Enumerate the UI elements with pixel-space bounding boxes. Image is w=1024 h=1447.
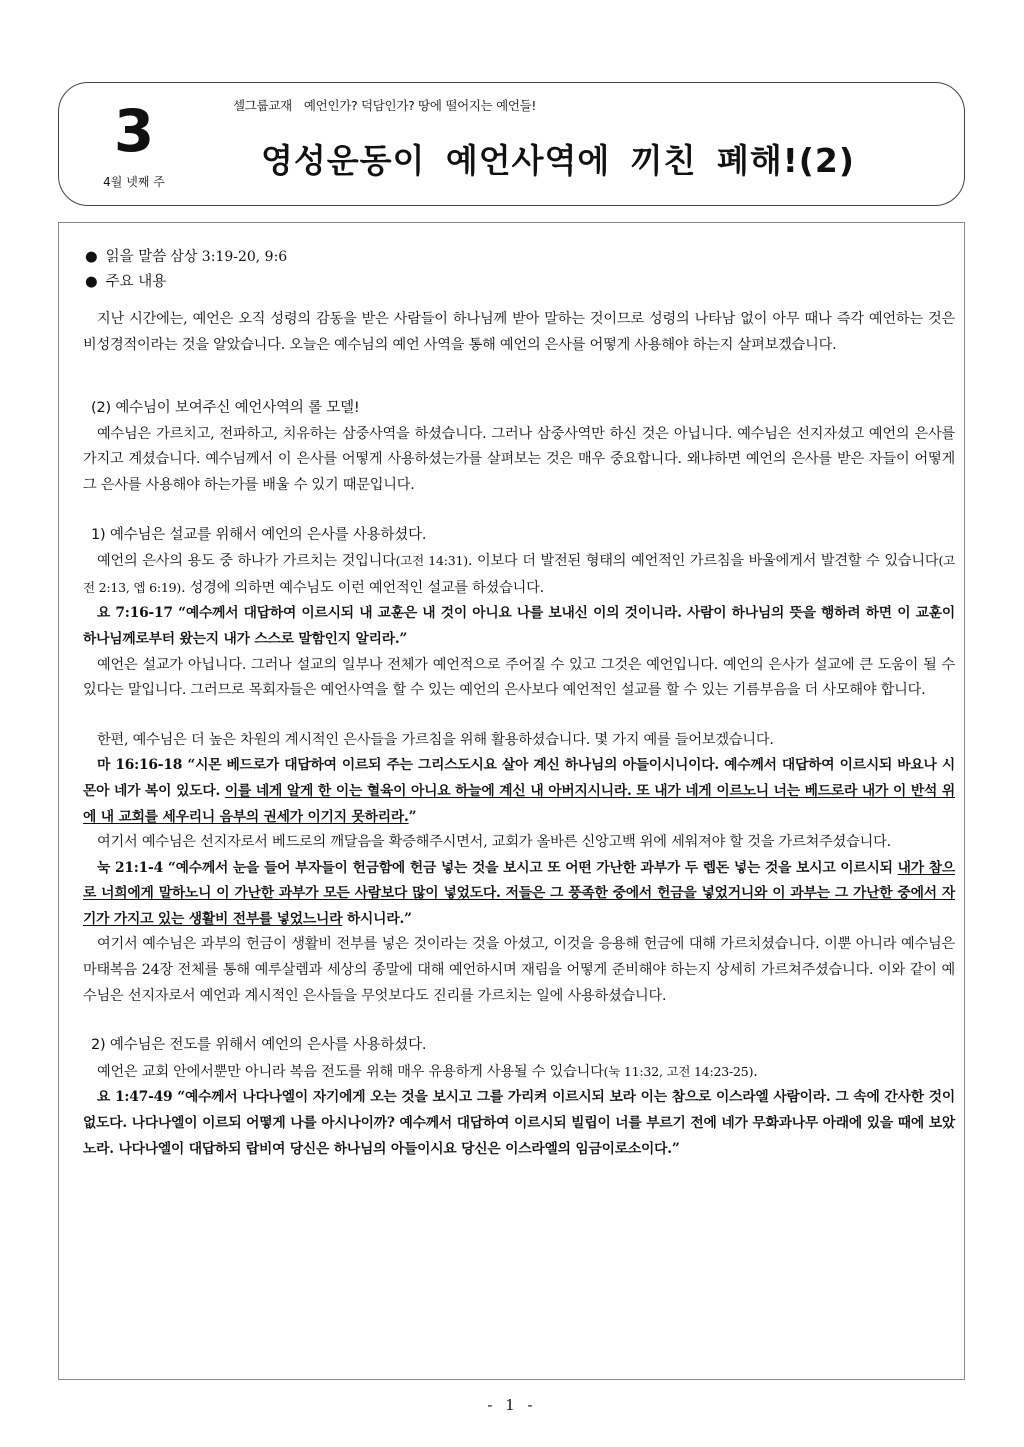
page-number: - 1 -: [487, 1396, 537, 1414]
series-title: 예언인가? 덕담인가? 땅에 떨어지는 예언들!: [303, 98, 537, 113]
point1-paragraph: 예언은 설교가 아닙니다. 그러나 설교의 일부나 전체가 예언적으로 주어질 수 있고 그것은 예언입니다. 예언의 은사가 설교에 큰 도움이 될 수 있다는 말입니다. 그러므로 목회자들은 예언사역을 할 수 있는 예언의 은사보다 예언적인 설교를 할 수 있는 기름부음을 더 사모해야 합니다.: [83, 656, 955, 699]
section-heading: (2) 예수님이 보여주신 예언사역의 롤 모델!: [91, 400, 360, 417]
point2-heading: 2) 예수님은 전도를 위해서 예언의 은사를 사용하셨다.: [91, 1037, 427, 1054]
scripture-ref: (눅 11:32, 고전 14:23-25): [603, 1063, 754, 1079]
content-line: [85, 270, 955, 295]
verse-quote: 요 7:16-17 “예수께서 대답하여 이르시되 내 교훈은 내 것이 아니요 나를 보내신 이의 것이니라. 사람이 하나님의 뜻을 행하려 하면 이 교훈이 하나님께로부터 왔는지 내가 스스로 말함인지 알리라.”: [83, 605, 955, 647]
reading-line: [85, 245, 955, 270]
reading-label: 읽을 말씀: [105, 249, 167, 265]
point1-paragraph: 예언의 은사의 용도 중 하나가 가르치는 것입니다(고전 14:31). 이보다 더 발전된 형태의 예언적인 가르침을 바울에게서 발견할 수 있습니다(고전 2:13, 엡 6:19). 성경에 의하면 예수님도 이런 예언적인 설교를 하셨습니다.: [83, 553, 955, 596]
bullet-icon: ●: [85, 249, 98, 265]
verse-ref: 요 1:47-49: [97, 1089, 173, 1106]
series-subtitle: [233, 96, 536, 114]
point1-heading: 1) 예수님은 설교를 위해서 예언의 은사를 사용하셨다.: [91, 526, 427, 543]
content-label: 주요 내용: [105, 274, 167, 290]
verse-ref: 요 7:16-17: [97, 605, 173, 622]
page-title: 영성운동이 예언사역에 끼친 폐해!(2): [261, 141, 855, 180]
week-label: 4월 넷째 주: [103, 175, 165, 189]
verse-ref: 마 16:16-18: [97, 757, 183, 774]
verse-ref: 눅 21:1-4: [97, 859, 163, 876]
scripture-ref: (고전 2:13, 엡 6:19): [83, 553, 955, 595]
verse-quote: 요 1:47-49 “예수께서 나다나엘이 자기에게 오는 것을 보시고 그를 가리켜 이르시되 보라 이는 참으로 이스라엘 사람이라. 그 속에 간사한 것이 없도다. 나다나엘이 이르되 어떻게 나를 아시나이까? 예수께서 대답하여 이르시되 빌립이 너를 부르기 전에 네가 무화과나무 아래에 있을 때에 보았노라. 나다나엘이 대답하되 랍비여 당신은 하나님의 아들이시요 당신은 이스라엘의 임금이로소이다.”: [83, 1089, 955, 1157]
reading-ref: 삼상 3:19-20, 9:6: [170, 249, 288, 265]
verse-quote: 마 16:16-18 “시몬 베드로가 대답하여 이르되 주는 그리스도시요 살아 계신 하나님의 아들이시니이다. 예수께서 대답하여 이르시되 바요나 시몬아 네가 복이 있도다. 이를 네게 알게 한 이는 혈육이 아니요 하늘에 계신 내 아버지시니라. 또 내가 네게 이르노니 너는 베드로라 내가 이 반석 위에 내 교회를 세우리니 음부의 권세가 이기지 못하리라.”: [83, 757, 955, 825]
intro-paragraph: 지난 시간에는, 예언은 오직 성령의 감동을 받은 사람들이 하나님께 받아 말하는 것이므로 성령의 나타남 없이 아무 때나 즉각 예언하는 것은 비성경적이라는 것을 알았습니다. 오늘은 예수님의 예언 사역을 통해 예언의 은사를 어떻게 사용해야 하는지 살펴보겠습니다.: [83, 311, 955, 353]
series-label: 셀그룹교재: [233, 98, 292, 113]
bullet-icon: ●: [85, 274, 98, 290]
point2-paragraph: 예언은 교회 안에서뿐만 아니라 복음 전도를 위해 매우 유용하게 사용될 수 있습니다(눅 11:32, 고전 14:23-25).: [97, 1063, 758, 1080]
lesson-number: 3: [113, 97, 155, 165]
scripture-ref: (고전 14:31): [395, 553, 468, 569]
point1-paragraph: 한편, 예수님은 더 높은 차원의 계시적인 은사들을 가르침을 위해 활용하셨습니다. 몇 가지 예를 들어보겠습니다.: [97, 731, 774, 748]
underlined-text: 내가 참으로 너희에게 말하노니 이 가난한 과부가 모든 사람보다 많이 넣었도다. 저들은 그 풍족한 중에서 헌금을 넣었거니와 이 과부는 그 가난한 중에서 자기가 가지고 있는 생활비 전부를 넣었느니라: [83, 859, 955, 927]
section-body: 예수님은 가르치고, 전파하고, 치유하는 삼중사역을 하셨습니다. 그러나 삼중사역만 하신 것은 아닙니다. 예수님은 선지자셨고 예언의 은사를 가지고 계셨습니다. 예수님께서 이 은사를 어떻게 사용하셨는가를 살펴보는 것은 매우 중요합니다. 왜냐하면 예언의 은사를 받은 자들이 어떻게 그 은사를 사용해야 하는가를 배울 수 있기 때문입니다.: [83, 425, 955, 493]
content-box: [58, 222, 965, 1380]
lesson-header: [58, 82, 965, 206]
verse-quote: 눅 21:1-4 “예수께서 눈을 들어 부자들이 헌금함에 헌금 넣는 것을 보시고 또 어떤 가난한 과부가 두 렙돈 넣는 것을 보시고 이르시되 내가 참으로 너희에게 말하노니 이 가난한 과부가 모든 사람보다 많이 넣었도다. 저들은 그 풍족한 중에서 헌금을 넣었거니와 이 과부는 그 가난한 중에서 자기가 가지고 있는 생활비 전부를 넣었느니라 하시니라.”: [83, 859, 955, 927]
point1-paragraph: 여기서 예수님은 과부의 헌금이 생활비 전부를 넣은 것이라는 것을 아셨고, 이것을 응용해 헌금에 대해 가르치셨습니다. 이뿐 아니라 예수님은 마태복음 24장 전체를 통해 예루살렘과 세상의 종말에 대해 예언하시며 재림을 어떻게 준비해야 하는지 상세히 가르쳐주셨습니다. 이와 같이 예수님은 선지자로서 예언과 계시적인 은사들을 무엇보다도 진리를 가르치는 일에 사용하셨습니다.: [83, 936, 955, 1004]
point1-paragraph: 여기서 예수님은 선지자로서 베드로의 깨달음을 확증해주시면서, 교회가 올바른 신앙고백 위에 세워져야 할 것을 가르쳐주셨습니다.: [97, 834, 891, 851]
underlined-text: 이를 네게 알게 한 이는 혈육이 아니요 하늘에 계신 내 아버지시니라. 또 내가 네게 이르노니 너는 베드로라 내가 이 반석 위에 내 교회를 세우리니 음부의 권세가 이기지 못하리라.: [83, 782, 955, 825]
